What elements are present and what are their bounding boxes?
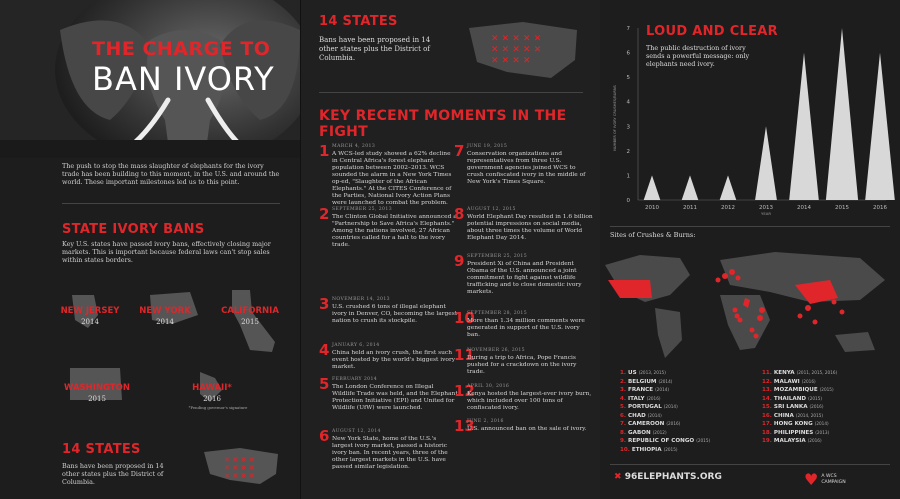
legend-years: (2016) [801,378,816,384]
legend-item [620,413,662,419]
legend-country: KENYA [773,370,795,376]
legend-item [620,421,680,427]
legend-number: 5. [620,404,627,410]
moment-text: World Elephant Day resulted in 1.6 billion potential impressions on social media, about three times the volume of World Elephant Day 2014. [467,214,593,241]
moment-number: 2 [319,205,330,223]
moment-text: Conservation organizations and representatives from three U.S. government agencies joined WCS to crush confiscated ivory in the middle of New York's Times Square. [467,151,586,185]
y-tick-label: 2 [626,148,630,155]
legend-years: (2013, 2015) [638,370,666,375]
y-tick-label: 3 [626,124,630,131]
moment-text: U.S. announced ban on the sale of ivory. [467,426,587,432]
legend-item [620,396,661,402]
legend-years: (2015) [663,446,678,452]
state-bans-text: Key U.S. states have passed ivory bans, effectively closing major markets. This is important because federal laws can't stop sales within states borders. [62,240,271,264]
chart-spike [789,53,819,200]
fourteen-states-title-bottom: 14 STATES [62,442,141,457]
moment-number: 12 [454,382,475,400]
moment-date: APRIL 30, 2016 [467,384,510,389]
crushes-chart [600,0,900,225]
moment-number: 3 [319,295,330,313]
legend-item [620,387,669,393]
legend-item [762,404,823,410]
moment-number: 11 [454,346,475,364]
moment-text: The London Conference on Illegal Wildlife Trade was held, and the Elephant Protection Initiative (EPI) and United for Wildlife (UfW) were launched. [332,384,458,411]
legend-item [762,413,823,419]
legend-country: ETHIOPIA [631,446,662,453]
x-tick-label: 2011 [683,205,697,211]
legend-item [762,421,829,427]
legend-number: 18. [762,429,772,436]
loud-title: LOUD AND CLEAR [646,24,778,39]
moment-date: SEPTEMBER 25, 2015 [467,254,528,259]
legend-country: CHAD [628,412,646,419]
moment-date: SEPTEMBER 25, 2013 [332,207,393,212]
x-tick-label: 2010 [645,205,659,211]
legend-number: 6. [620,412,627,419]
site-url: 96ELEPHANTS.ORG [624,472,722,482]
svg-text:✕ ✕ ✕ ✕: ✕ ✕ ✕ ✕ [491,56,531,66]
elephant-x-icon: ✖ [614,472,622,482]
legend-country: GABON [628,429,651,436]
legend-number: 9. [620,438,627,444]
state-year-ca: 2015 [241,318,259,326]
chart-spike [720,175,737,200]
legend-number: 17. [762,421,772,427]
legend-years: (2015) [808,395,822,401]
legend-number: 14. [762,395,772,402]
moment-text: China held an ivory crush, the first such event hosted by the world's biggest ivory market. [332,350,456,370]
moment-text: A WCS-led study showed a 62% decline in Central Africa's forest elephant population between 2002–2013. WCS sounded the alarm in a New York Times op-ed, "Slaughter of the African Elephants." At the CITES Conference of the Parties, National Ivory Action Plans were launched to combat the problem. [332,151,452,206]
svg-text:✕ ✕ ✕ ✕ ✕: ✕ ✕ ✕ ✕ ✕ [491,34,542,44]
wcs-brand: A WCS CAMPAIGN [821,473,846,485]
svg-text:✕ ✕ ✕ ✕ ✕: ✕ ✕ ✕ ✕ ✕ [491,45,542,55]
moment-number: 13 [454,417,475,435]
legend-number: 11. [762,370,772,376]
state-name-nj: NEW JERSEY [60,306,120,316]
legend-number: 3. [620,387,627,393]
legend-number: 16. [762,412,772,419]
state-year-wa: 2015 [88,395,106,403]
moment-number: 4 [319,341,330,359]
divider [62,203,280,204]
legend-years: (2014) [658,378,673,384]
legend-number: 12. [762,378,772,385]
moment-number: 5 [319,375,330,393]
state-year-hi: 2016 [203,395,221,403]
moment-date: JUNE 19, 2015 [467,144,508,149]
legend-country: MALAWI [773,378,800,385]
legend-years: (2016) [646,395,661,401]
us-map-icon-top [463,16,583,84]
state-year-ny: 2014 [156,318,174,326]
y-tick-label: 7 [626,26,630,32]
x-tick-label: 2016 [873,205,887,211]
wcs-heart-icon: ♥ [804,470,819,489]
hawaii-footnote: *Pending governor's signature [188,405,248,410]
legend-number: 1. [620,370,627,376]
legend-years: (2013) [815,429,830,435]
legend-item [762,438,822,444]
legend-number: 15. [762,404,772,410]
legend-country: US [628,370,637,376]
moment-text: New York State, home of the U.S.'s largest ivory market, passed a historic ivory ban. In recent years, three of the other largest markets in the U.S. have passed similar legislation. [332,436,448,470]
legend-item [762,387,834,393]
middle-panel [300,0,602,499]
moment-number: 9 [454,252,465,270]
legend-item [762,379,816,385]
divider [319,92,583,93]
legend-number: 10. [620,446,630,453]
moment-date: FEBRUARY 2014 [332,377,378,382]
x-tick-label: 2013 [759,205,773,211]
moment-number: 8 [454,205,465,223]
legend-number: 8. [620,429,627,436]
map-title: Sites of Crushes & Burns: [610,231,696,239]
chart-spike [865,53,895,200]
legend-years: (2014) [647,412,662,418]
legend-number: 2. [620,378,627,385]
moment-date: AUGUST 12, 2014 [332,429,381,434]
x-tick-label: 2014 [797,205,811,211]
wcs-logo [804,470,861,489]
x-axis-label: YEAR [761,211,771,216]
svg-text:✕ ✕ ✕ ✕: ✕ ✕ ✕ ✕ [224,472,255,480]
title-line1: THE CHARGE TO [92,38,271,60]
moment-number: 7 [454,142,465,160]
legend-country: FRANCE [628,387,654,393]
world-map [600,240,900,360]
right-panel [600,0,900,499]
fourteen-states-title-top: 14 STATES [319,14,398,29]
us-highlight [608,280,652,298]
legend-years: (2014) [663,404,678,409]
state-name-wa: WASHINGTON [63,383,131,393]
y-tick-label: 6 [626,50,630,57]
moment-date: MARCH 4, 2013 [332,144,376,149]
moment-text: More than 1.34 million comments were generated in support of the U.S. ivory ban. [467,318,585,338]
legend-item [620,404,678,410]
fourteen-states-text-top: Bans have been proposed in 14 other states plus the District of Columbia. [319,36,431,62]
legend-country: HONG KONG [773,421,813,427]
y-tick-label: 1 [626,173,630,180]
left-panel [0,0,300,499]
moment-text: Kenya hosted the largest-ever ivory burn, which included over 100 tons of confiscated ivory. [467,391,592,411]
legend-item [620,370,666,376]
legend-country: REPUBLIC OF CONGO [628,438,695,444]
chart-spike [826,28,858,200]
moment-date: AUGUST 12, 2015 [467,207,516,212]
state-name-hi: HAWAII* [192,383,232,393]
legend-number: 7. [620,421,627,427]
legend-item [762,430,829,436]
svg-text:✕ ✕ ✕ ✕: ✕ ✕ ✕ ✕ [224,456,255,464]
legend-item [620,379,672,385]
chart-spike [682,175,699,200]
x-tick-label: 2015 [835,205,849,211]
legend-years: (2016) [807,438,822,443]
state-name-ny: NEW YORK [139,306,191,316]
moment-date: NOVEMBER 14, 2013 [332,297,390,302]
y-axis-label: NUMBER OF IVORY CRUSHES/BURNS [613,85,617,151]
y-tick-label: 0 [626,198,630,204]
legend-country: BELGIUM [628,378,657,385]
title-line2: BAN IVORY [92,60,275,98]
legend-country: PHILIPPINES [773,429,814,436]
legend-country: CAMEROON [628,421,665,427]
legend-years: (2014) [655,387,670,392]
legend-country: ITALY [628,395,645,402]
moment-number: 10 [454,309,475,327]
state-year-nj: 2014 [81,318,99,326]
legend-years: (2012) [652,429,667,435]
state-name-ca: CALIFORNIA [221,306,279,316]
legend-country: CHINA [773,412,794,419]
x-tick-label: 2012 [721,205,735,211]
moment-date: JANUARY 6, 2014 [332,343,380,348]
legend-country: THAILAND [773,395,807,402]
legend-years: (2011, 2015, 2016) [796,370,838,375]
legend-item [762,396,822,402]
loud-text: The public destruction of ivory sends a powerful message: only elephants need ivory. [646,44,750,68]
legend-number: 19. [762,438,772,444]
moment-date: JUNE 2, 2016 [467,419,504,424]
legend-country: MALAYSIA [773,438,806,444]
elephant-hero [0,0,300,158]
legend-country: MOZAMBIQUE [773,387,818,393]
legend-item [620,447,678,453]
us-map-icon-bottom [200,444,282,488]
moment-text: The Clinton Global Initiative announced a "Partnership to Save Africa's Elephants." Among the nations involved, 27 African countries called for a halt to the ivory trade. [332,214,457,248]
moment-text: President Xi of China and President Obama of the U.S. announced a joint commitment to fight against wildlife trafficking and to close domestic ivory markets. [467,261,582,295]
moment-date: NOVEMBER 26, 2015 [467,348,525,353]
site-link[interactable] [614,472,722,482]
divider [610,226,890,227]
moment-date: SEPTEMBER 28, 2015 [467,311,528,316]
legend-years: (2014, 2015) [795,412,824,418]
y-tick-label: 4 [626,99,630,106]
legend-years: (2015) [819,387,834,392]
legend-country: SRI LANKA [773,404,808,410]
chart-spike [644,175,661,200]
legend-country: PORTUGAL [628,404,662,410]
chart-spike [755,126,777,200]
svg-text:✕ ✕ ✕ ✕: ✕ ✕ ✕ ✕ [224,464,255,472]
intro-text: The push to stop the mass slaughter of elephants for the ivory trade has been building to this moment, in the U.S. and around the world. These important milestones led us to this point. [62,162,280,186]
legend-item [620,430,667,436]
legend-years: (2016) [809,404,824,409]
moment-text: During a trip to Africa, Pope Francis pushed for a crackdown on the ivory trade. [467,355,577,375]
moment-text: U.S. crushed 6 tons of illegal elephant ivory in Denver, CO, becoming the largest nation to crush its stockpile. [332,304,458,324]
moments-title: KEY RECENT MOMENTS IN THE FIGHT [319,108,567,140]
moment-number: 1 [319,142,330,160]
legend-item [620,438,710,444]
legend-number: 13. [762,387,772,393]
divider [610,464,890,465]
legend-number: 4. [620,395,627,402]
legend-years: (2016) [666,421,681,426]
fourteen-states-text-bottom: Bans have been proposed in 14 other states plus the District of Columbia. [62,462,164,486]
legend-years: (2015) [696,438,711,443]
moment-number: 6 [319,427,330,445]
state-bans-title: STATE IVORY BANS [62,222,205,237]
legend-item [762,370,837,376]
legend-years: (2014) [814,421,829,426]
y-tick-label: 5 [626,75,630,82]
